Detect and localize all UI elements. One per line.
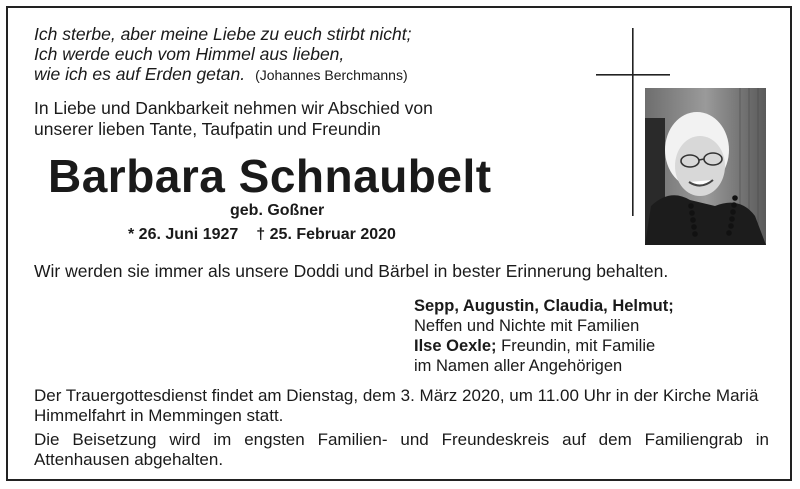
mourner-line [414, 336, 674, 356]
quote-line-text: wie ich es auf Erden getan. [34, 64, 246, 84]
intro-line: unserer lieben Tante, Taufpatin und Freundin [34, 119, 381, 139]
mourner-closing: im Namen aller Angehörigen [414, 357, 623, 375]
memory-text: Wir werden sie immer als unsere Doddi und Bärbel in bester Erinnerung behalten. [34, 261, 669, 281]
mourners-block [414, 296, 674, 376]
mourner-relation: Freundin, mit Familie [496, 337, 656, 355]
intro-line: In Liebe und Dankbarkeit nehmen wir Abschied von [34, 98, 433, 118]
burial-info: Die Beisetzung wird im engsten Familien- und Freundeskreis auf dem Familiengrab in Attenhausen abgehalten. [34, 430, 769, 469]
mourner-name: Ilse Oexle; [414, 337, 497, 355]
mourner-relation: Neffen und Nichte mit Familien [414, 317, 640, 335]
mourner-names: Sepp, Augustin, Claudia, Helmut; [414, 297, 674, 315]
quote-source: (Johannes Berchmanns) [255, 67, 408, 83]
quote-block [34, 24, 411, 85]
portrait-photo [645, 88, 766, 245]
birth-date: * 26. Juni 1927 [128, 226, 239, 243]
service-info: Der Trauergottesdienst findet am Dienstag, dem 3. März 2020, um 11.00 Uhr in der Kirche Mariä Himmelfahrt in Memmingen statt. [34, 386, 759, 425]
quote-line [34, 64, 411, 85]
quote-line: Ich sterbe, aber meine Liebe zu euch stirbt nicht; [34, 24, 412, 44]
birth-name: geb. Goßner [230, 202, 325, 219]
life-dates [128, 226, 396, 244]
death-date: † 25. Februar 2020 [256, 226, 396, 243]
deceased-name: Barbara Schnaubelt [48, 150, 492, 202]
intro-text [34, 98, 433, 140]
quote-line: Ich werde euch vom Himmel aus lieben, [34, 44, 345, 64]
